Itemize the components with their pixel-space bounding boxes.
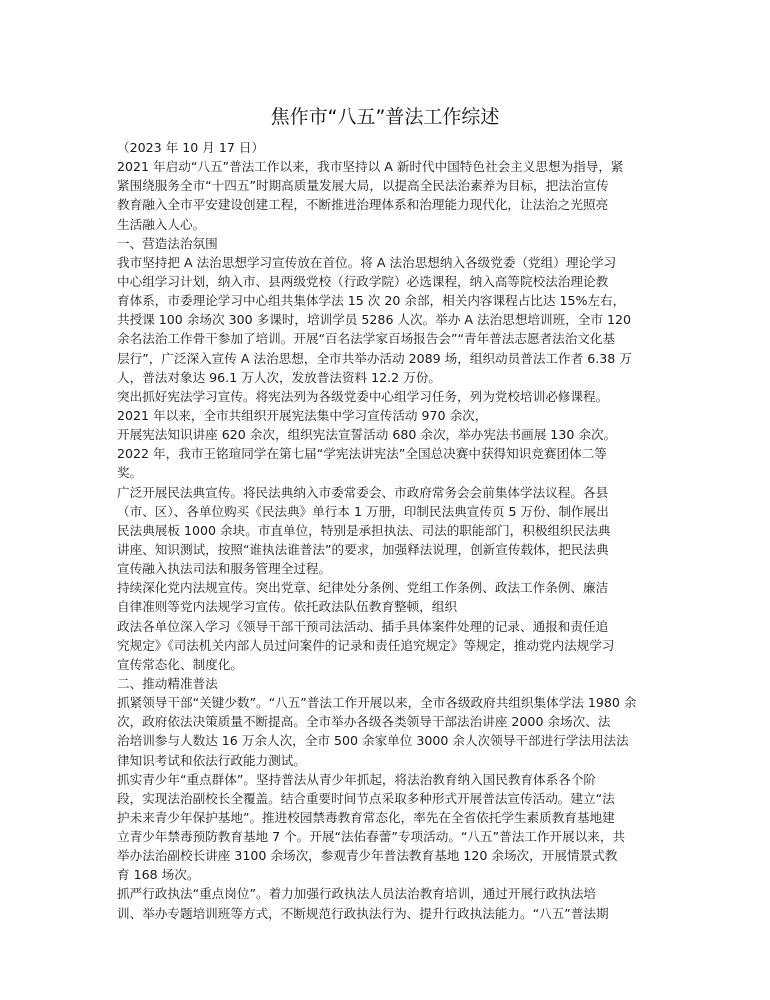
text-line: 举办法治副校长讲座 3100 余场次，参观青少年普法教育基地 120 余场次，开展情景式教 <box>117 848 618 864</box>
document-title: 焦作市“八五”普法工作综述 <box>270 106 500 128</box>
text-line: 抓实青少年“重点群体”。坚持普法从青少年抓起，将法治教育纳入国民教育体系各个阶 <box>117 771 597 787</box>
text-line: 余名法治工作骨干参加了培训。开展“百名法学家百场报告会”“青年普法志愿者法治文化基 <box>117 331 616 347</box>
text-line: 段，实现法治副校长全覆盖。结合重要时间节点采取多种形式开展普法宣传活动。建立“法 <box>117 790 615 806</box>
text-line: 一、营造法治氛围 <box>117 235 218 251</box>
text-line: 我市坚持把 A 法治思想学习宣传放在首位。将 A 法治思想纳入各级党委（党组）理论学习 <box>117 254 617 270</box>
text-line: 讲座、知识测试，按照“谁执法谁普法”的要求，加强释法说理，创新宣传载体，把民法典 <box>117 541 609 557</box>
text-line: 奖。 <box>117 465 143 481</box>
text-line: 生活融入人心。 <box>117 216 206 232</box>
text-line: （2023 年 10 月 17 日） <box>117 140 265 155</box>
text-line: 护未来青少年保护基地”。推进校园禁毒教育常态化，率先在全省依托学生素质教育基地建 <box>117 809 615 825</box>
text-line: 开展宪法知识讲座 620 余次，组织宪法宣誓活动 680 余次，举办宪法书画展 130 余次。 <box>117 427 617 443</box>
text-line: 共授课 100 余场次 300 多课时，培训学员 5286 人次。举办 A 法治思想培训班，全市 120 <box>117 312 632 328</box>
text-line: 律知识考试和依法行政能力测试。 <box>117 752 306 768</box>
text-line: 紧围绕服务全市“十四五”时期高质量发展大局，以提高全民法治素养为目标，把法治宣传 <box>117 178 609 194</box>
document-body <box>117 138 657 923</box>
text-line: 次，政府依法决策质量不断提高。全市举办各级各类领导干部法治讲座 2000 余场次、法 <box>117 714 611 730</box>
text-line: 抓严行政执法“重点岗位”。着力加强行政执法人员法治教育培训，通过开展行政执法培 <box>117 886 597 902</box>
text-line: 治培训参与人数达 16 万余人次，全市 500 余家单位 3000 余人次领导干部进行学法用法法 <box>117 733 629 749</box>
text-line: 2021 年以来，全市共组织开展宪法集中学习宣传活动 970 余次， <box>117 407 488 423</box>
text-line: 训、举办专题培训班等方式，不断规范行政执法行为、提升行政执法能力。“八五”普法期 <box>117 905 609 921</box>
text-line: 立青少年禁毒预防教育基地 7 个。开展“法佑春蕾”专项活动。“八五”普法工作开展以来，共 <box>117 829 626 845</box>
text-line: 抓紧领导干部“关键少数”。“八五”普法工作开展以来，全市各级政府共组织集体学法 1980 余 <box>117 695 637 711</box>
text-line: 究规定》《司法机关内部人员过问案件的记录和责任追究规定》等规定，推动党内法规学习 <box>117 637 615 653</box>
text-line: 宣传常态化、制度化。 <box>117 656 243 672</box>
text-line: 中心组学习计划，纳入市、县两级党校（行政学院）必选课程，纳入高等院校法治理论教 <box>117 273 609 289</box>
text-line: 教育融入全市平安建设创建工程，不断推进治理体系和治理能力现代化，让法治之光照亮 <box>117 197 609 213</box>
text-line: 人，普法对象达 96.1 万人次，发放普法资料 12.2 万份。 <box>117 369 441 385</box>
text-line: 民法典展板 1000 余块。市直单位，特别是承担执法、司法的职能部门，积极组织民法典 <box>117 522 611 538</box>
text-line: （市、区）、各单位购买《民法典》单行本 1 万册，印制民法典宣传页 5 万份、制作展出 <box>117 503 609 519</box>
text-line: 层行”，广泛深入宣传 A 法治思想，全市共举办活动 2089 场，组织动员普法工作者 6.38 万 <box>117 350 632 366</box>
text-line: 宣传融入执法司法和服务管理全过程。 <box>117 561 332 577</box>
text-line: 育 168 场次。 <box>117 867 200 883</box>
text-line: 持续深化党内法规宣传。突出党章、纪律处分条例、党组工作条例、政法工作条例、廉洁 <box>117 580 609 596</box>
text-line: 突出抓好宪法学习宣传。将宪法列为各级党委中心组学习任务，列为党校培训必修课程。 <box>117 388 609 404</box>
text-line: 广泛开展民法典宣传。将民法典纳入市委常委会、市政府常务会会前集体学法议程。各县 <box>117 484 609 500</box>
text-line: 自律准则等党内法规学习宣传。依托政法队伍教育整顿，组织 <box>117 599 458 615</box>
text-line: 2021 年启动“八五”普法工作以来，我市坚持以 A 新时代中国特色社会主义思想为指导，紧 <box>117 159 624 175</box>
text-line: 育体系，市委理论学习中心组共集体学法 15 次 20 余部，相关内容课程占比达 15%左右， <box>117 293 626 309</box>
text-line: 2022 年，我市王铭瑄同学在第七届“学宪法讲宪法”全国总决赛中获得知识竞赛团体二等 <box>117 446 607 462</box>
text-line: 二、推动精准普法 <box>117 675 218 691</box>
text-line: 政法各单位深入学习《领导干部干预司法活动、插手具体案件处理的记录、通报和责任追 <box>117 618 609 634</box>
